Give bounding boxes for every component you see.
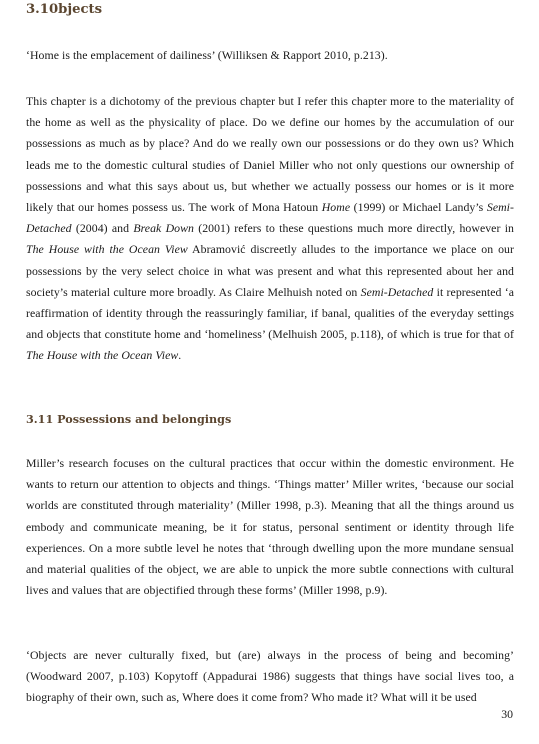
epigraph-quote: ‘Home is the emplacement of dailiness’ (Williksen & Rapport 2010, p.213). — [26, 48, 388, 62]
paragraph-miller-research: Miller’s research focuses on the cultural practices that occur within the domestic environment. He wants to return our attention to objects and things. ‘Things matter’ Miller writes, ‘because our social worlds are constituted through materiality’ (Miller 1998, p.3). Meaning that all the things around us embody and communicate meaning, be it for status, personal sentiment or identity through life experiences. On a more subtle level he notes that ‘through dwelling upon the more mundane sensual and material qualities of the object, we are able to unpick the more subtle connections with cultural lives and values that are objectified through these forms’ (Miller 1998, p.9). — [26, 456, 514, 598]
artwork-title: Semi-Detached — [360, 284, 434, 299]
artwork-title: Semi-Detached — [26, 200, 514, 236]
paragraph-text: (2004) and — [71, 221, 134, 236]
paragraph-text: This chapter is a dichotomy of the previous chapter but I refer this chapter more to the materiality of the home as well as the physicality of place. Do we define our homes by the accumulation of our possessions as much as by place? And do we really own our possessions or do they own us? Which leads me to the domestic cultural studies of Daniel Miller who not only questions our ownership of possessions and what this says about us, but whether we actually possess our homes or is it more likely that our homes possess us. The work of Mona Hatoun — [26, 94, 514, 215]
paragraph-text: (1999) or Michael Landy’s — [350, 200, 487, 215]
section-heading-possessions: 3.11 Possessions and belongings — [26, 412, 232, 426]
artwork-title: The House with the Ocean View — [26, 242, 188, 257]
paragraph-objects-becoming: ‘Objects are never culturally fixed, but (are) always in the process of being and becoming’ (Woodward 2007, p.103) Kopytoff (Appadurai 1986) suggests that things have social lives too, a biography of their own, such as, Where does it come from? Who made it? What will it be used — [26, 648, 514, 705]
artwork-title: The House with the Ocean View — [26, 348, 179, 363]
paragraph-text: . — [178, 348, 182, 363]
section-heading-objects: 3.10bjects — [26, 2, 103, 17]
artwork-title: Home — [321, 200, 351, 215]
page-number: 30 — [501, 707, 513, 721]
paragraph-text: (2001) refers to these questions much more directly, however in — [193, 221, 514, 236]
paragraph-text: it represented ‘a reaffirmation of identity through the reassuringly familiar, if banal, qualities of the everyday settings and objects that constitute home and ‘homeliness’ (Melhuish 2005, p.118), of which is true for that of — [26, 284, 514, 342]
artwork-title: Break Down — [133, 221, 194, 236]
paragraph-text: Abramović discreetly alludes to the importance we place on our possessions by the very select choice in what was present and what this represented about her and society’s material culture more broadly. As Claire Melhuish noted on — [26, 242, 514, 299]
paragraph-chapter-intro — [26, 91, 514, 367]
